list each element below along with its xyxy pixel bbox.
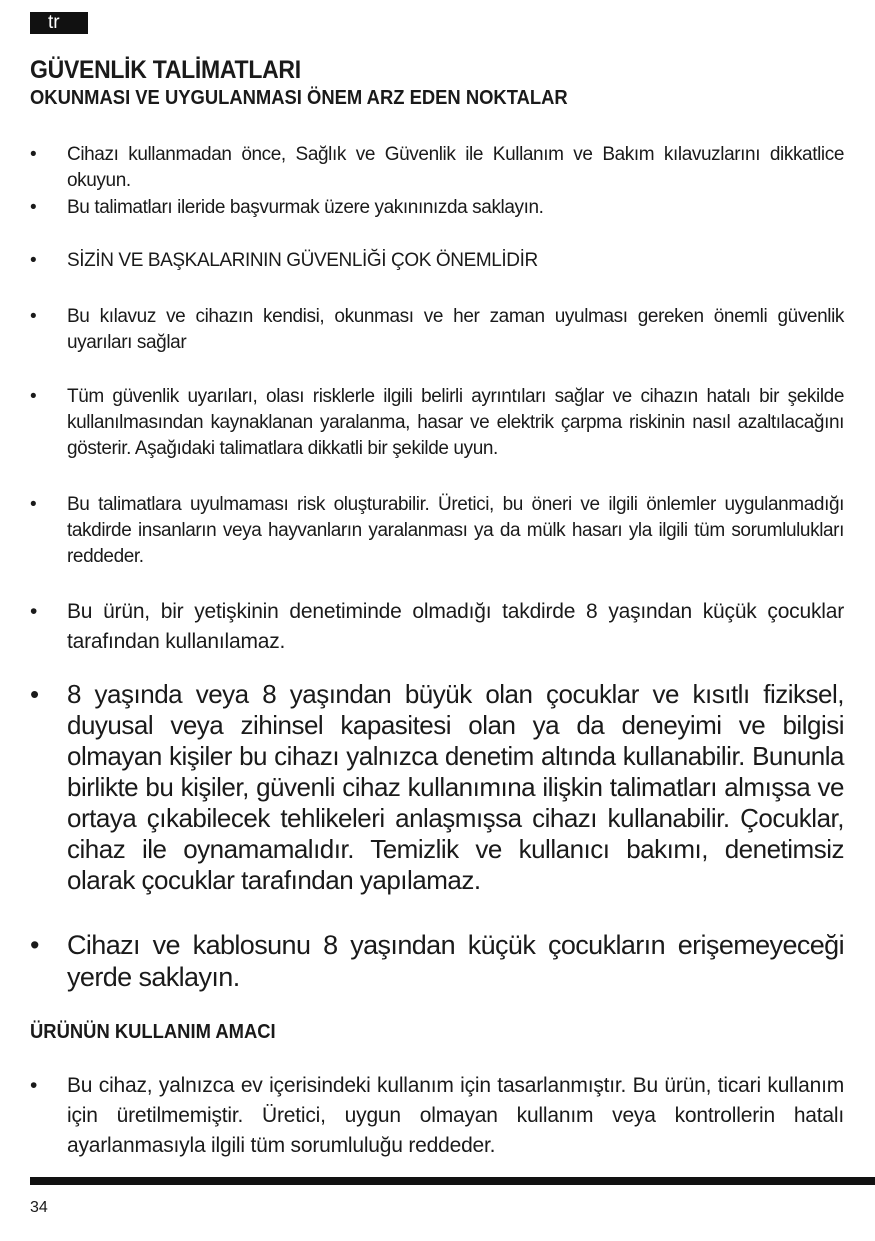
- safety-item-text: Bu kılavuz ve cihazın kendisi, okunması ve her zaman uyulması gereken önemli güvenlik uyarıları sağlar: [67, 306, 844, 353]
- bullet-icon: •: [30, 306, 37, 327]
- language-badge: tr: [30, 12, 88, 34]
- bullet-icon: •: [30, 197, 37, 218]
- page-number: 34: [30, 1199, 48, 1216]
- bullet-icon: •: [30, 250, 37, 271]
- safety-item-text: Cihazı ve kablosunu 8 yaşından küçük çocukların erişemeyeceği yerde saklayın.: [67, 930, 844, 992]
- safety-item: [30, 929, 844, 993]
- safety-item-text: 8 yaşında veya 8 yaşından büyük olan çocuklar ve kısıtlı fiziksel, duyusal veya zihinsel kapasitesi olan ya da deneyimi ve bilgisi olmayan kişiler bu cihazı yalnızca denetim altında kullanabilir. Bununla birlikte bu kişiler, güvenli cihaz kullanımına ilişkin talimatları almışsa ve ortaya çıkabilecek tehlikeleri anlaşmışsa cihazı kullanabilir. Çocuklar, cihaz ile oynamamalıdır. Temizlik ve kullanıcı bakımı, denetimsiz olarak çocuklar tarafından yapılamaz.: [67, 679, 844, 895]
- safety-item: [30, 304, 844, 356]
- bullet-icon: •: [30, 494, 37, 515]
- intended-use-text: Bu cihaz, yalnızca ev içerisindeki kullanım için tasarlanmıştır. Bu ürün, ticari kullanım için üretilmemiştir. Üretici, uygun olmayan kullanım veya kontrollerin hatalı ayarlanmasıyla ilgili tüm sorumluluğu reddeder.: [67, 1074, 844, 1157]
- safety-item-text: Tüm güvenlik uyarıları, olası risklerle ilgili belirli ayrıntıları sağlar ve cihazın hatalı bir şekilde kullanılmasından kaynaklanan yaralanma, hasar ve elektrik çarpma riskinin nasıl azaltılacağını gösterir. Aşağıdaki talimatlara dikkatli bir şekilde uyun.: [67, 386, 844, 459]
- safety-item: [30, 248, 844, 274]
- intended-use-heading: ÜRÜNÜN KULLANIM AMACI: [30, 1021, 276, 1043]
- safety-item: [30, 384, 844, 462]
- safety-item: [30, 142, 844, 194]
- safety-item-text: Bu talimatlara uyulmaması risk oluşturabilir. Üretici, bu öneri ve ilgili önlemler uygulanmadığı takdirde insanların veya hayvanların yaralanması ya da mülk hasarı yla ilgili tüm sorumlulukları reddeder.: [67, 494, 844, 567]
- page-subtitle: OKUNMASI VE UYGULANMASI ÖNEM ARZ EDEN NOKTALAR: [30, 87, 568, 109]
- bullet-icon: •: [30, 600, 38, 623]
- safety-item: [30, 679, 844, 896]
- bullet-icon: •: [30, 144, 37, 165]
- bullet-icon: •: [30, 930, 39, 960]
- bullet-icon: •: [30, 679, 39, 709]
- bullet-icon: •: [30, 1074, 38, 1097]
- safety-item: [30, 597, 844, 657]
- safety-item: [30, 195, 844, 221]
- safety-item-text: Bu ürün, bir yetişkinin denetiminde olmadığı takdirde 8 yaşından küçük çocuklar tarafından kullanılamaz.: [67, 600, 844, 653]
- page-title: GÜVENLİK TALİMATLARI: [30, 56, 301, 84]
- footer-divider: [30, 1177, 875, 1185]
- safety-item-text: SİZİN VE BAŞKALARININ GÜVENLİĞİ ÇOK ÖNEMLİDİR: [67, 250, 538, 271]
- safety-item: [30, 492, 844, 570]
- intended-use-item: [30, 1071, 844, 1161]
- bullet-icon: •: [30, 386, 37, 407]
- safety-item-text: Bu talimatları ileride başvurmak üzere yakınınızda saklayın.: [67, 197, 544, 218]
- safety-item-text: Cihazı kullanmadan önce, Sağlık ve Güvenlik ile Kullanım ve Bakım kılavuzlarını dikkatlice okuyun.: [67, 144, 844, 191]
